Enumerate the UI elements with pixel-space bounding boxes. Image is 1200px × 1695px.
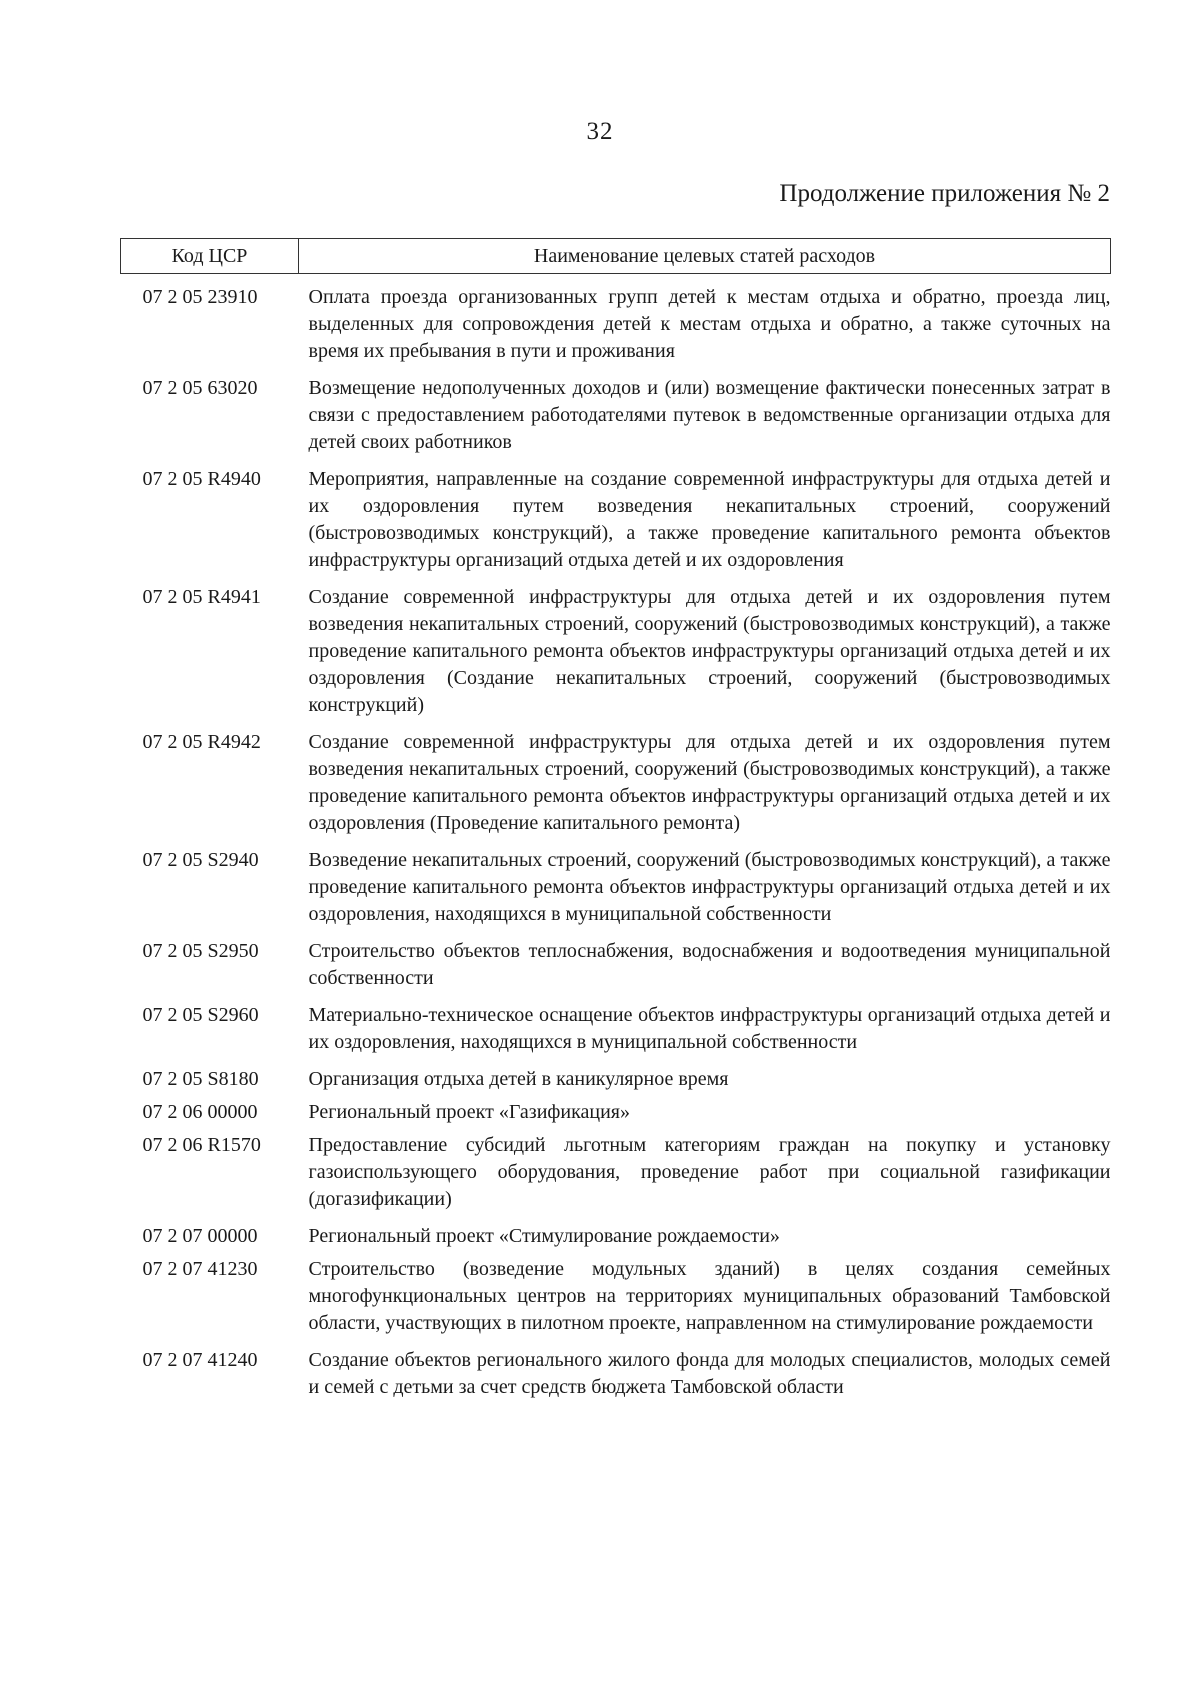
row-name: Возведение некапитальных строений, сооружений (быстровозводимых конструкций), а также проведение капитального ремонта объектов инфраструктуры организаций отдыха детей и их оздоровления, находящихся в муниципальной собственности [308, 849, 1111, 925]
row-name: Предоставление субсидий льготным категориям граждан на покупку и установку газоиспользующего оборудования, проведение работ при социальной газификации (догазификации) [308, 1134, 1111, 1210]
row-name: Строительство объектов теплоснабжения, водоснабжения и водоотведения муниципальной собственности [308, 940, 1111, 989]
row-name: Создание объектов регионального жилого фонда для молодых специалистов, молодых семей и семей с детьми за счет средств бюджета Тамбовской области [308, 1349, 1111, 1398]
table-row [121, 847, 1111, 938]
header-name: Наименование целевых статей расходов [299, 239, 1111, 274]
table-row [121, 375, 1111, 466]
table-header-row [121, 239, 1111, 274]
row-name: Региональный проект «Стимулирование рождаемости» [308, 1225, 780, 1247]
row-name: Возмещение недополученных доходов и (или) возмещение фактически понесенных затрат в связи с предоставлением работодателями путевок в ведомственные организации отдыха для детей своих работников [308, 377, 1111, 453]
row-code: 07 2 07 00000 [142, 1225, 258, 1247]
row-code: 07 2 05 R4941 [142, 586, 261, 608]
table-row [121, 274, 1111, 376]
row-code: 07 2 05 R4942 [142, 731, 261, 753]
row-code: 07 2 05 S2940 [142, 849, 259, 871]
table-row [121, 1099, 1111, 1132]
row-code: 07 2 06 00000 [142, 1101, 258, 1123]
table-row [121, 466, 1111, 584]
table-row [121, 1002, 1111, 1066]
row-name: Региональный проект «Газификация» [308, 1101, 630, 1123]
row-code: 07 2 05 S2960 [142, 1004, 259, 1026]
table-row [121, 584, 1111, 729]
row-name: Организация отдыха детей в каникулярное время [308, 1068, 729, 1090]
row-name: Создание современной инфраструктуры для отдыха детей и их оздоровления путем возведения некапитальных строений, сооружений (быстровозводимых конструкций), а также проведение капитального ремонта объектов инфраструктуры организаций отдыха детей и их оздоровления (Создание некапитальных строений, сооружений (быстровозводимых конструкций) [308, 586, 1111, 716]
row-name: Материально-техническое оснащение объектов инфраструктуры организаций отдыха детей и их оздоровления, находящихся в муниципальной собственности [308, 1004, 1111, 1053]
table-row [121, 1256, 1111, 1347]
table-row [121, 1066, 1111, 1099]
row-code: 07 2 05 S2950 [142, 940, 259, 962]
appendix-title: Продолжение приложения № 2 [779, 180, 1110, 207]
table-row [121, 729, 1111, 847]
table-row [121, 938, 1111, 1002]
row-name: Создание современной инфраструктуры для отдыха детей и их оздоровления путем возведения некапитальных строений, сооружений (быстровозводимых конструкций), а также проведение капитального ремонта объектов инфраструктуры организаций отдыха детей и их оздоровления (Проведение капитального ремонта) [308, 731, 1111, 834]
header-code: Код ЦСР [121, 239, 299, 274]
row-code: 07 2 05 R4940 [142, 468, 261, 490]
expense-items-table [120, 238, 1110, 1411]
row-name: Мероприятия, направленные на создание современной инфраструктуры для отдыха детей и их оздоровления путем возведения некапитальных строений, сооружений (быстровозводимых конструкций), а также проведение капитального ремонта объектов инфраструктуры организаций отдыха детей и их оздоровления [308, 468, 1111, 571]
row-code: 07 2 05 23910 [142, 286, 258, 308]
row-code: 07 2 06 R1570 [142, 1134, 261, 1156]
table-row [121, 1347, 1111, 1411]
row-code: 07 2 07 41240 [142, 1349, 258, 1371]
row-name: Строительство (возведение модульных зданий) в целях создания семейных многофункциональных центров на территориях муниципальных образований Тамбовской области, участвующих в пилотном проекте, направленном на стимулирование рождаемости [308, 1258, 1111, 1334]
table-row [121, 1132, 1111, 1223]
row-name: Оплата проезда организованных групп детей к местам отдыха и обратно, проезда лиц, выделенных для сопровождения детей к местам отдыха и обратно, а также суточных на время их пребывания в пути и проживания [308, 286, 1111, 362]
row-code: 07 2 05 63020 [142, 377, 258, 399]
row-code: 07 2 07 41230 [142, 1258, 258, 1280]
table-row [121, 1223, 1111, 1256]
page-number: 32 [586, 118, 614, 145]
row-code: 07 2 05 S8180 [142, 1068, 259, 1090]
